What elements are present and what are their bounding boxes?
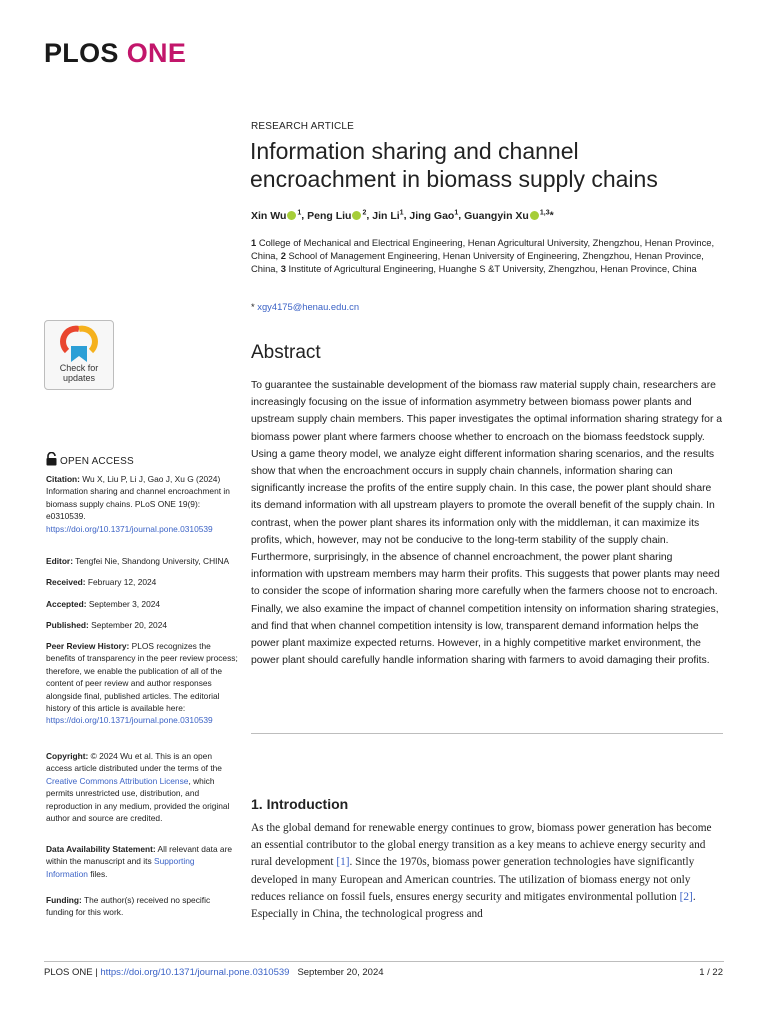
footer-journal: PLOS ONE: [44, 967, 93, 978]
author-1[interactable]: Xin Wu $^1$: [251, 209, 302, 222]
orcid-icon[interactable]: [530, 211, 539, 220]
logo-one: ONE: [126, 38, 187, 68]
abstract-text: To guarantee the sustainable development of the biomass raw material supply chain, researchers are increasingly focusing on the issue of information asymmetry between biomass power plants and upstream supply chain members. This paper investigates the optimal information sharing strategy for a biomass power plant where farmers choose whether to encroach on the biomass feedstock supply. Using a game theory model, we analyze eight different information sharing scenarios, and the results show that when the encroachment occurs in supply chain channels, information sharing can significantly increase the profits of the entire supply chain. In this case, the power plant should share its demand information with all upstream players to promote the overall benefit of the supply chain. In contrast, when the power plant shares its information only with the middleman, it can maximize its profits, which, however, may not be conducive to the long-term stability of the supply chain. Furthermore, surprisingly, in the absence of channel encroachment, the power plant sharing information with upstream members may harm their profits. This suggests that power plants may need to consider the scope of information sharing more carefully when the farmers choose not to encroach. Finally, we also examine the impact of channel competition intensity on information sharing strategies, and find that when channel competition intensity is low, transparent demand information helps the power plant maximize expected returns. However, in a highly competitive market environment, the power plant should carefully handle information sharing with farmers to avoid damaging their profits.: [251, 380, 723, 667]
corresponding-email: * xgy4175@henau.edu.cn: [251, 301, 360, 312]
footer: PLOS ONE | https://doi.org/10.1371/journal.pone.0310539 September 20, 2024: [44, 967, 384, 978]
email-link[interactable]: xgy4175@henau.edu.cn: [257, 301, 360, 312]
accepted-date: Accepted: September 3, 2024: [46, 599, 161, 609]
abstract-heading: Abstract: [251, 342, 321, 363]
open-lock-icon: [46, 452, 57, 466]
section-divider: [251, 733, 723, 734]
author-5[interactable]: Guangyin Xu $^{1,3}$: [464, 209, 550, 222]
reference-link-2[interactable]: [2]: [679, 890, 693, 903]
received-date: Received: February 12, 2024: [46, 577, 157, 587]
data-availability: Data Availability Statement: All relevant data are within the manuscript and its Supporting Information files.: [46, 844, 233, 879]
funding: Funding: The author(s) received no specific funding for this work.: [46, 895, 211, 918]
author-list: Xin Wu $^1$, Peng Liu $^2$, Jin Li$^1$, Jing Gao$^1$, Guangyin Xu $^{1,3}$*: [251, 209, 554, 222]
license-link[interactable]: Creative Commons Attribution License: [46, 775, 189, 786]
citation-doi-link[interactable]: https://doi.org/10.1371/journal.pone.0310539: [46, 523, 213, 534]
footer-divider: [44, 961, 724, 962]
published-date: Published: September 20, 2024: [46, 620, 168, 630]
editor: Editor: Tengfei Nie, Shandong University, CHINA: [46, 556, 230, 566]
author-4[interactable]: Jing Gao$^1$: [409, 209, 459, 222]
badge-line-2: updates: [62, 373, 96, 383]
supporting-information-link[interactable]: Supporting Information: [46, 856, 195, 879]
orcid-icon[interactable]: [287, 211, 296, 220]
journal-logo[interactable]: [44, 38, 186, 69]
badge-line-1: Check for: [59, 363, 99, 373]
intro-heading: 1. Introduction: [251, 796, 349, 812]
peer-review-history: Peer Review History: PLOS recognizes the benefits of transparency in the peer review process; therefore, we enable the publication of all of the content of peer review and author responses alongside final, published articles. The editorial history of this article is available here: https://doi.org/10.1371/journal.pone.0310539: [46, 641, 238, 726]
author-3[interactable]: Jin Li$^1$: [372, 209, 404, 222]
footer-doi-link[interactable]: https://doi.org/10.1371/journal.pone.0310539: [100, 967, 290, 978]
open-access: [46, 452, 134, 467]
footer-date: September 20, 2024: [297, 967, 384, 978]
page-number: 1 / 22: [699, 967, 723, 978]
reference-link-1[interactable]: [1]: [336, 856, 350, 869]
check-for-updates-badge[interactable]: [44, 320, 114, 390]
intro-text: As the global demand for renewable energy continues to grow, biomass power generation has become an essential contributor to the global energy transition as a key means to achieve energy security and rural development [1]. Since the 1970s, biomass power generation technologies have significantly developed in many European and American countries. The utilization of biomass energy not only reduces reliance on fossil fuels, ensures energy security and mitigates environmental pollution [2]. Especially in China, the technological progress and: [251, 822, 712, 921]
open-access-label: OPEN ACCESS: [60, 456, 134, 467]
affiliations: 1 College of Mechanical and Electrical Engineering, Henan Agricultural University, Zhengzhou, Henan Province, China, 2 School of Management Engineering, Henan University of Engineering, Zhengzhou, Henan Province, China, 3 Institute of Agricultural Engineering, Huanghe S &T University, Zhengzhou, Henan Province, China: [251, 237, 715, 275]
citation: Citation: Wu X, Liu P, Li J, Gao J, Xu G (2024) Information sharing and channel encroachment in biomass supply chains. PLoS ONE 19(9): e0310539. https://doi.org/10.1371/journal.pone.0310539: [46, 474, 230, 534]
author-2[interactable]: Peng Liu $^2$: [307, 209, 367, 222]
copyright: Copyright: © 2024 Wu et al. This is an open access article distributed under the terms of the Creative Commons Attribution License, which permits unrestricted use, distribution, and reproduction in any medium, provided the original author and source are credited.: [46, 751, 230, 824]
logo-plos: PLOS: [44, 38, 119, 68]
article-type: RESEARCH ARTICLE: [251, 121, 355, 132]
check-for-updates-icon: [45, 321, 113, 363]
orcid-icon[interactable]: [352, 211, 361, 220]
article-title: Information sharing and channel encroachment in biomass supply chains: [250, 138, 658, 192]
corresponding-mark: *: [549, 209, 554, 222]
peer-review-link[interactable]: https://doi.org/10.1371/journal.pone.0310539: [46, 715, 213, 726]
